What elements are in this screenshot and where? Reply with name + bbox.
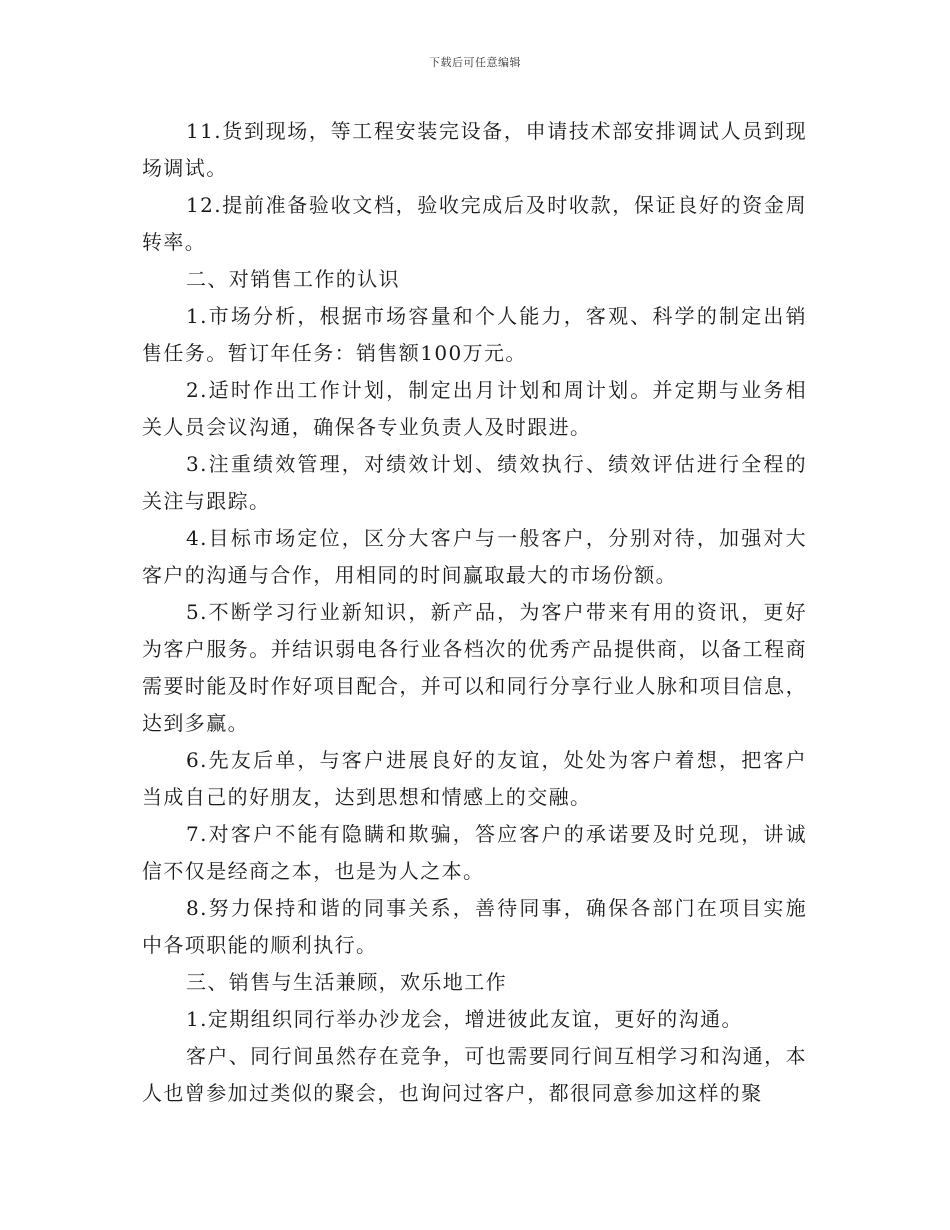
paragraph-item-3: 3.注重绩效管理，对绩效计划、绩效执行、绩效评估进行全程的关注与跟踪。 (142, 452, 807, 513)
paragraph-item-12: 12.提前准备验收文档，验收完成后及时收款，保证良好的资金周转率。 (142, 193, 807, 254)
paragraph-item-6: 6.先友后单，与客户进展良好的友谊，处处为客户着想，把客户当成自己的好朋友，达到思想和情感上的交融。 (142, 748, 807, 809)
paragraph-item-5: 5.不断学习行业新知识，新产品，为客户带来有用的资讯，更好为客户服务。并结识弱电各行业各档次的优秀产品提供商，以备工程商需要时能及时作好项目配合，并可以和同行分享行业人脉和项目信息，达到多赢。 (142, 600, 807, 735)
paragraph-item-8: 8.努力保持和谐的同事关系，善待同事，确保各部门在项目实施中各项职能的顺利执行。 (142, 896, 807, 957)
header-note: 下载后可任意编辑 (429, 56, 521, 69)
paragraph-item-4: 4.目标市场定位，区分大客户与一般客户，分别对待，加强对大客户的沟通与合作，用相同的时间赢取最大的市场份额。 (142, 526, 807, 587)
paragraph-item-1: 1.市场分析，根据市场容量和个人能力，客观、科学的制定出销售任务。暂订年任务：销售额100万元。 (142, 304, 807, 365)
paragraph-body-text: 客户、同行间虽然存在竞争，可也需要同行间互相学习和沟通，本人也曾参加过类似的聚会，也询问过客户，都很同意参加这样的聚 (142, 1044, 807, 1105)
paragraph-item-7: 7.对客户不能有隐瞒和欺骗，答应客户的承诺要及时兑现，讲诚信不仅是经商之本，也是为人之本。 (142, 822, 807, 883)
paragraph-item-11: 11.货到现场，等工程安装完设备，申请技术部安排调试人员到现场调试。 (142, 119, 807, 180)
section-heading-2: 二、对销售工作的认识 (186, 267, 400, 291)
paragraph-item-2: 2.适时作出工作计划，制定出月计划和周计划。并定期与业务相关人员会议沟通，确保各专业负责人及时跟进。 (142, 378, 807, 439)
document-body (142, 113, 807, 1112)
section-heading-3: 三、销售与生活兼顾，欢乐地工作 (186, 970, 507, 994)
paragraph-item-1-salon: 1.定期组织同行举办沙龙会，增进彼此友谊，更好的沟通。 (186, 1007, 743, 1031)
